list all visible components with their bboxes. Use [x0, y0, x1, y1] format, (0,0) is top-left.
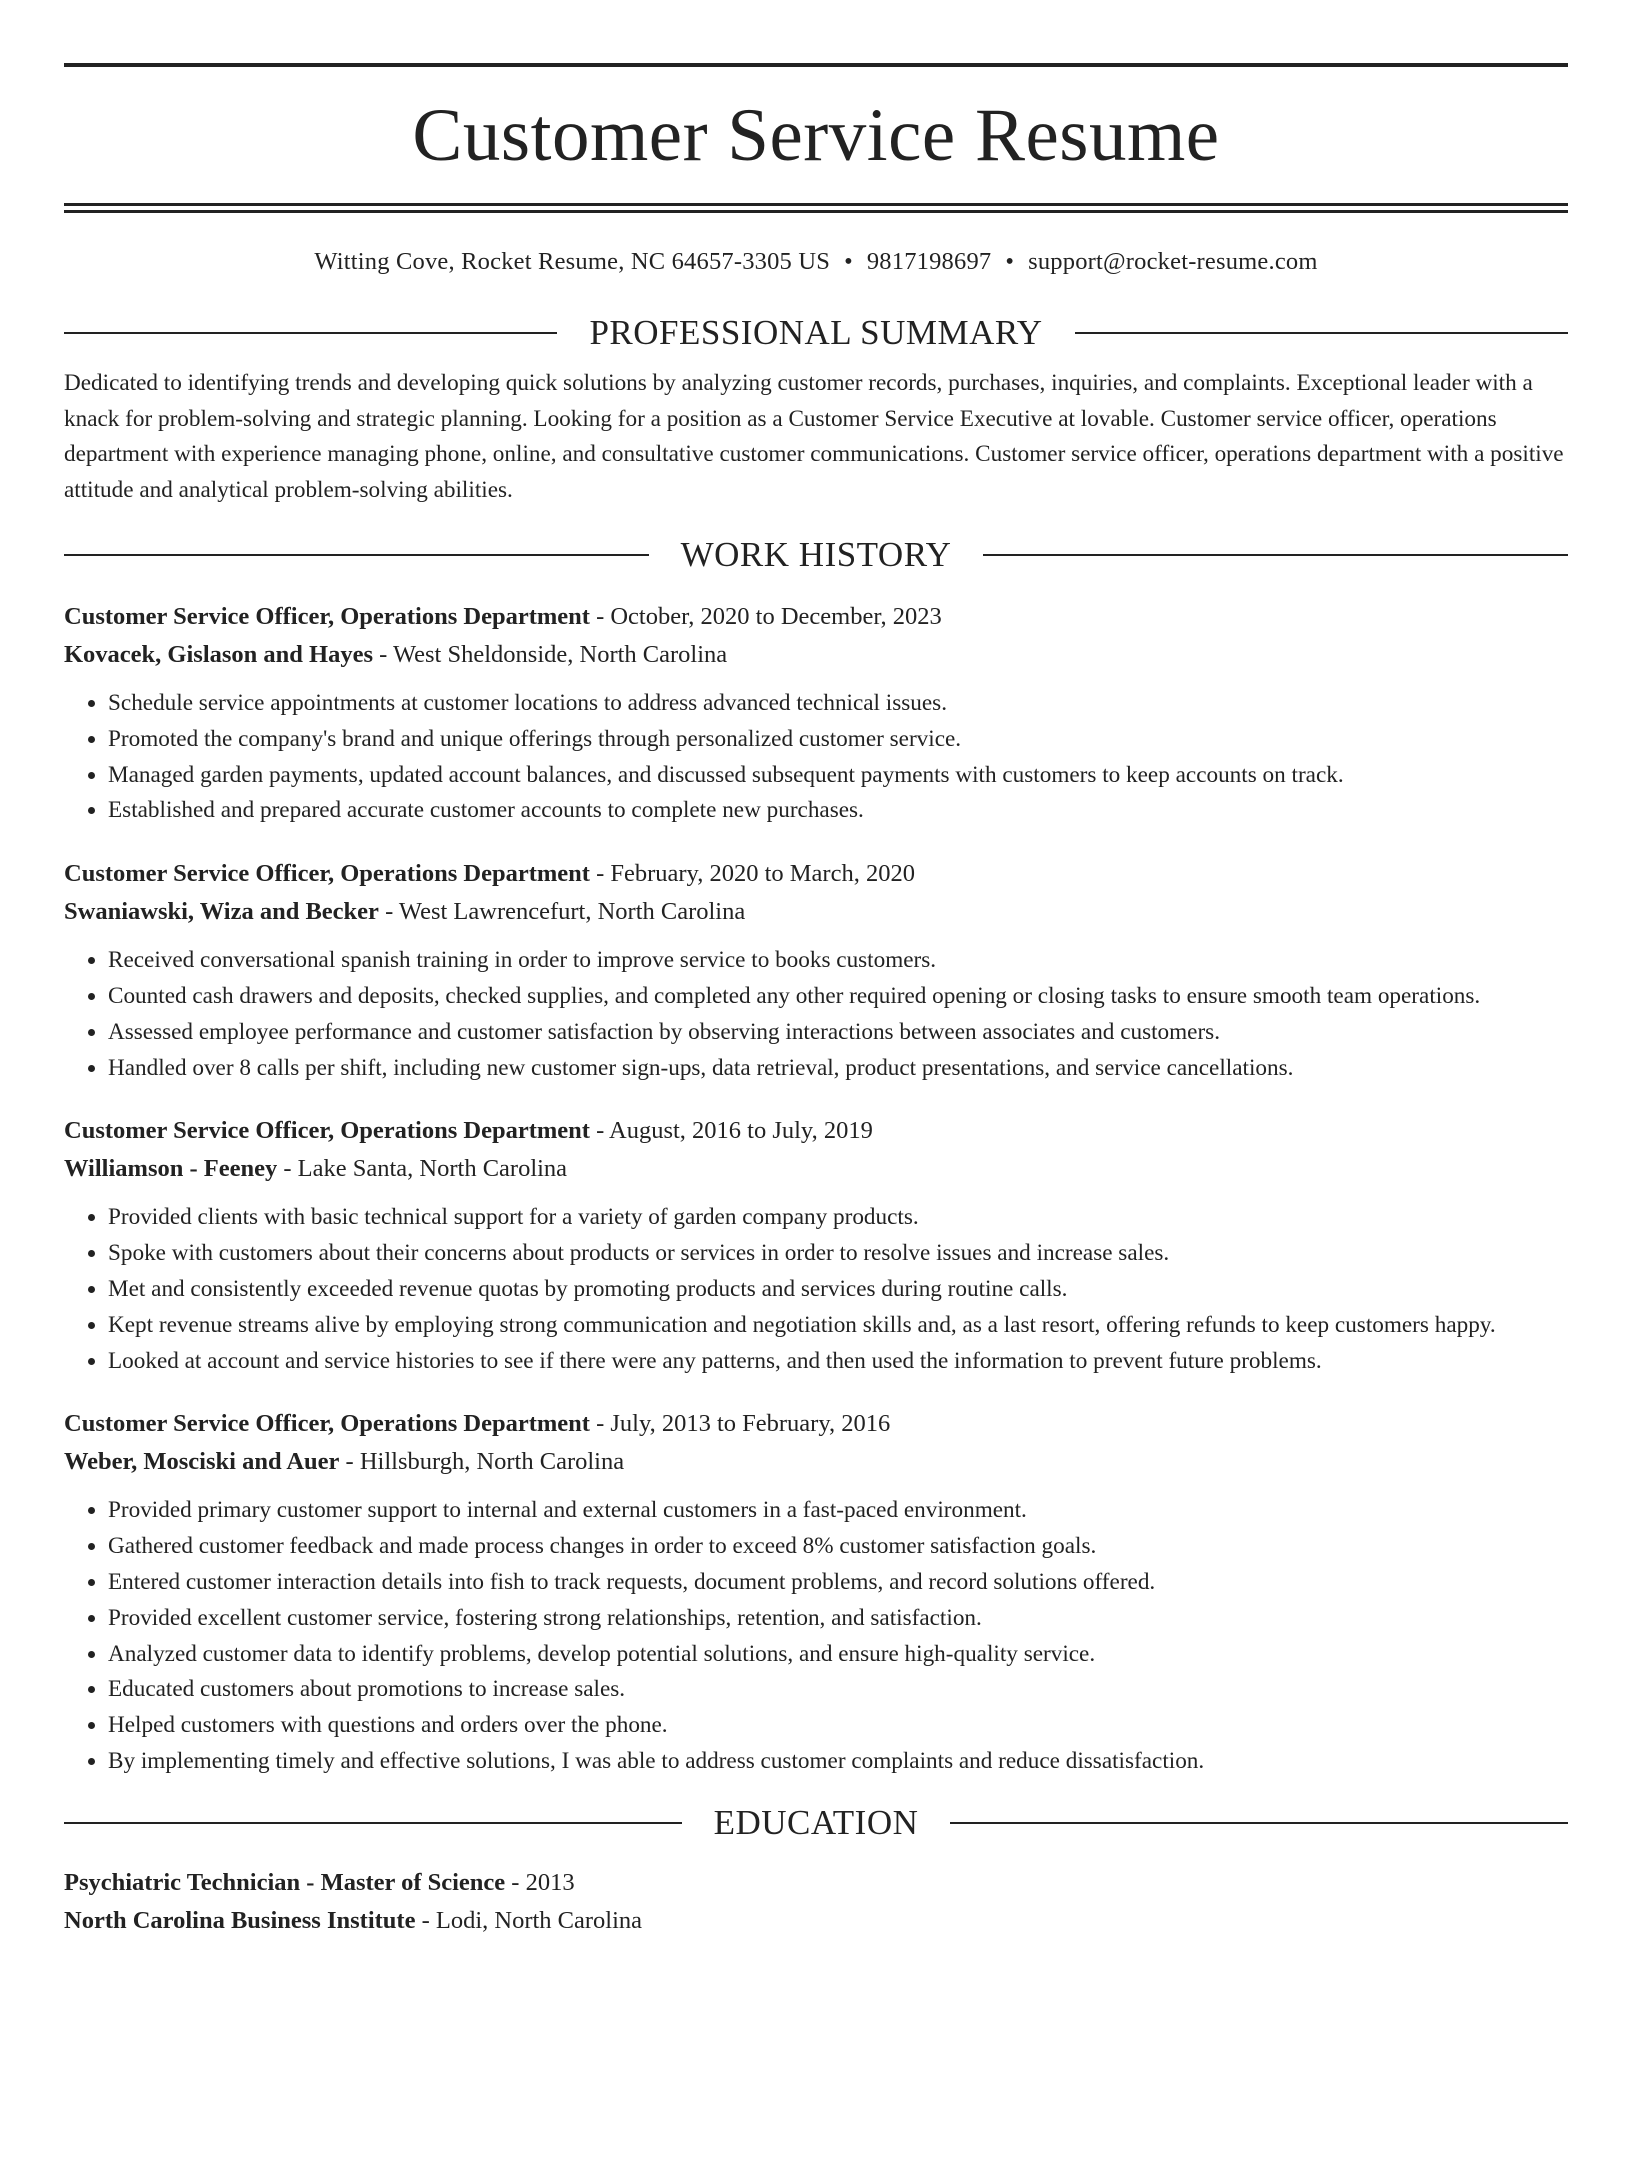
job-entry [64, 855, 1568, 1086]
education-degree-line [64, 1864, 1568, 1902]
job-bullet: • Counted cash drawers and deposits, checked supplies, and completed any other required opening or closing tasks to ensure smooth team operations. [108, 979, 1568, 1015]
contact-address: Witting Cove, Rocket Resume, NC 64657-3305 US [314, 248, 831, 275]
job-dates: - August, 2016 to July, 2019 [589, 1117, 873, 1145]
job-bullet: • Managed garden payments, updated account balances, and discussed subsequent payments with customers to keep accounts on track. [108, 758, 1568, 794]
top-rule [64, 63, 1568, 67]
contact-separator: • [1005, 248, 1015, 275]
heading-rule [64, 554, 649, 556]
job-bullet: • Provided primary customer support to internal and external customers in a fast-paced environment. [108, 1493, 1568, 1529]
job-bullet: • Handled over 8 calls per shift, including new customer sign-ups, data retrieval, product presentations, and service cancellations. [108, 1051, 1568, 1087]
job-bullet: • Established and prepared accurate customer accounts to complete new purchases. [108, 793, 1568, 829]
education-heading-label: EDUCATION [713, 1802, 919, 1842]
job-location: - Hillsburgh, North Carolina [339, 1448, 625, 1476]
job-bullet: • Kept revenue streams alive by employing strong communication and negotiation skills and, as a last resort, offering refunds to keep customers happy. [108, 1308, 1568, 1344]
job-title-line [64, 598, 1568, 636]
job-title: Customer Service Officer, Operations Department [64, 1117, 590, 1145]
job-bullet: • Met and consistently exceeded revenue quotas by promoting products and services during routine calls. [108, 1272, 1568, 1308]
job-bullet: • Provided excellent customer service, fostering strong relationships, retention, and satisfaction. [108, 1601, 1568, 1637]
summary-heading-label: PROFESSIONAL SUMMARY [589, 313, 1043, 352]
heading-rule [1075, 332, 1568, 334]
job-bullet: • Helped customers with questions and orders over the phone. [108, 1708, 1568, 1744]
job-title: Customer Service Officer, Operations Department [64, 1410, 590, 1438]
job-entry [64, 1405, 1568, 1779]
job-entry [64, 1112, 1568, 1379]
job-location: - West Lawrencefurt, North Carolina [378, 898, 746, 926]
education-location: - Lodi, North Carolina [415, 1906, 643, 1934]
contact-separator: • [844, 248, 853, 275]
heading-rule [64, 332, 557, 334]
job-bullet: • Assessed employee performance and customer satisfaction by observing interactions between associates and customers. [108, 1015, 1568, 1051]
work-history-heading [64, 534, 1568, 576]
education-entry [64, 1864, 1568, 1940]
job-title-line [64, 1112, 1568, 1150]
job-title: Customer Service Officer, Operations Department [64, 860, 590, 888]
job-bullets [64, 1493, 1568, 1779]
job-bullets [64, 943, 1568, 1086]
summary-heading [64, 312, 1568, 354]
contact-line [64, 247, 1568, 277]
job-bullets [64, 1200, 1568, 1379]
job-dates: - October, 2020 to December, 2023 [589, 603, 942, 630]
job-dates: - July, 2013 to February, 2016 [589, 1410, 891, 1438]
work-history-list [64, 598, 1568, 1780]
job-company-line [64, 636, 1568, 674]
job-bullet: • Provided clients with basic technical support for a variety of garden company products. [108, 1200, 1568, 1236]
job-company-line [64, 893, 1568, 931]
job-location: - Lake Santa, North Carolina [277, 1155, 568, 1183]
job-company-line [64, 1443, 1568, 1481]
job-company: Weber, Mosciski and Auer [64, 1448, 340, 1476]
job-company: Kovacek, Gislason and Hayes [64, 641, 374, 668]
title-double-rule [64, 203, 1568, 213]
education-heading [64, 1802, 1568, 1844]
job-bullet: • Gathered customer feedback and made process changes in order to exceed 8% customer satisfaction goals. [108, 1529, 1568, 1565]
summary-text: Dedicated to identifying trends and developing quick solutions by analyzing customer records, purchases, inquiries, and complaints. Exceptional leader with a knack for problem-solving and strategic planning. Looking for a position as a Customer Service Executive at lovable. Customer service officer, operations department with experience managing phone, online, and consultative customer communications. Customer service officer, operations department with a positive attitude and analytical problem-solving abilities. [64, 370, 1564, 503]
job-location: - West Sheldonside, North Carolina [373, 641, 728, 668]
job-entry [64, 598, 1568, 829]
job-title-line [64, 855, 1568, 893]
job-bullet: • Received conversational spanish training in order to improve service to books customers. [108, 943, 1568, 979]
education-degree: Psychiatric Technician - Master of Science [64, 1868, 506, 1896]
job-bullet: • Spoke with customers about their concerns about products or services in order to resolve issues and increase sales. [108, 1236, 1568, 1272]
job-title-line [64, 1405, 1568, 1443]
job-company: Swaniawski, Wiza and Becker [64, 898, 379, 926]
work-history-heading-label: WORK HISTORY [680, 535, 952, 574]
job-bullet: • Looked at account and service histories to see if there were any patterns, and then used the information to prevent future problems. [108, 1344, 1568, 1380]
job-company-line [64, 1150, 1568, 1188]
job-bullets [64, 686, 1568, 829]
resume-title: Customer Service Resume [412, 94, 1220, 177]
heading-rule [950, 1822, 1568, 1824]
education-year: - 2013 [505, 1868, 575, 1896]
heading-rule [983, 554, 1568, 556]
job-bullet: • Entered customer interaction details into fish to track requests, document problems, and record solutions offered. [108, 1565, 1568, 1601]
heading-rule [64, 1822, 682, 1824]
job-bullet: • Promoted the company's brand and unique offerings through personalized customer service. [108, 722, 1568, 758]
contact-phone: 9817198697 [866, 248, 992, 275]
job-bullet: • Educated customers about promotions to increase sales. [108, 1672, 1568, 1708]
job-title: Customer Service Officer, Operations Department [64, 603, 590, 630]
job-bullet: • By implementing timely and effective solutions, I was able to address customer complaints and reduce dissatisfaction. [108, 1744, 1568, 1780]
education-school: North Carolina Business Institute [64, 1906, 416, 1934]
job-company: Williamson - Feeney [64, 1155, 278, 1183]
job-bullet: • Analyzed customer data to identify problems, develop potential solutions, and ensure high-quality service. [108, 1637, 1568, 1673]
education-school-line [64, 1902, 1568, 1940]
resume-page [0, 63, 1632, 2175]
contact-email[interactable]: support@rocket-resume.com [1028, 248, 1318, 275]
job-dates: - February, 2020 to March, 2020 [589, 860, 915, 888]
job-bullet: • Schedule service appointments at customer locations to address advanced technical issues. [108, 686, 1568, 722]
